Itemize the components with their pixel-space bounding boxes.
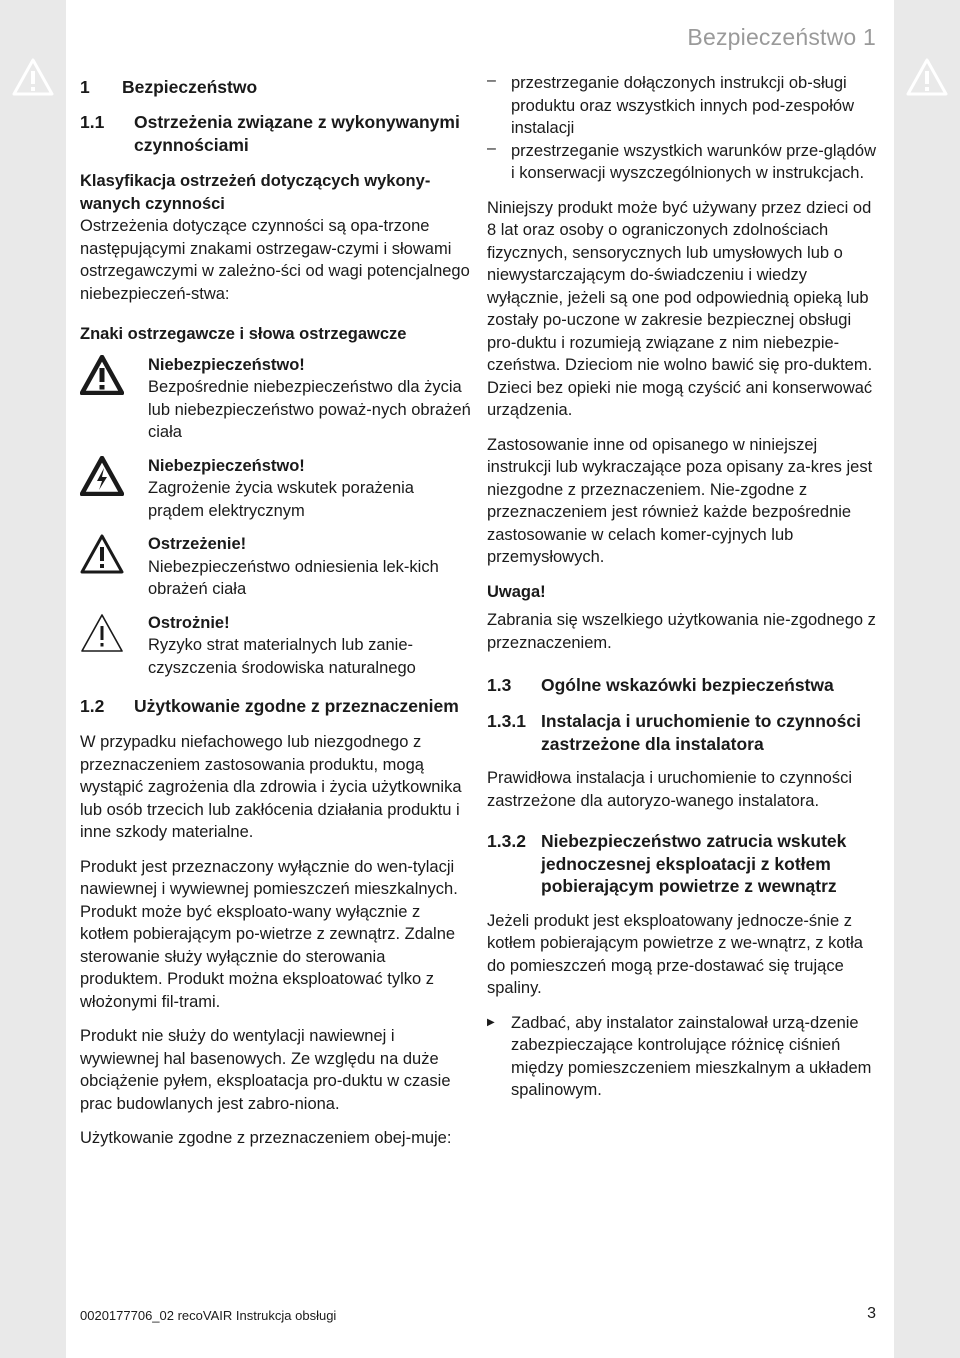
classification-body: Ostrzeżenia dotyczące czynności są opa-trzone następującymi znakami ostrzegaw-czymi i słowami ostrzegawczymi w zależno-ści od wagi potencjalnego niebezpieczeń-stwa: xyxy=(80,217,470,303)
section-number: 1.2 xyxy=(80,696,105,716)
section-number: 1 xyxy=(80,77,90,97)
warning-warning xyxy=(80,533,472,601)
dash-marker: – xyxy=(487,139,496,157)
paragraph: Zastosowanie inne od opisanego w niniejszej instrukcji lub wykraczające poza opisany za-kres jest niezgodne z przeznaczeniem. Nie-zgodne z przeznaczeniem jest również każde bezpośrednie zastosowanie w celach komer-cyjnych lub przemysłowych. xyxy=(487,435,873,566)
classification-heading: Klasyfikacja ostrzeżeń dotyczących wykony-wanych czynności xyxy=(80,172,431,213)
warning-description: Ryzyko strat materialnych lub zanie-czyszczenia środowiska naturalnego xyxy=(148,636,416,677)
section-number: 1.3.1 xyxy=(487,711,526,731)
warning-triangle-icon xyxy=(12,58,54,96)
paragraph: Jeżeli produkt jest eksploatowany jednocze-śnie z kotłem pobierającym powietrze z we-wnątrz, z kotła do pomieszczeń mogą prze-dostawać się trujące spaliny. xyxy=(487,911,863,997)
paragraph: Użytkowanie zgodne z przeznaczeniem obej-muje: xyxy=(80,1129,452,1147)
footer-page-number: 3 xyxy=(867,1305,876,1322)
warning-triangle-icon xyxy=(906,58,948,96)
running-header: Bezpieczeństwo 1 xyxy=(687,24,876,50)
section-title: Bezpieczeństwo xyxy=(122,77,258,97)
section-title: Instalacja i uruchomienie to czynności zastrzeżone dla instalatora xyxy=(541,711,861,754)
section-1-heading xyxy=(80,76,472,99)
paragraph: Produkt jest przeznaczony wyłącznie do wen-tylacji nawiewnej i wywiewnej pomieszczeń mieszkalnych. Produkt może być eksploato-wany wyłącznie z kotłem pobierającym po-wietrze z zewnątrz. Zdalne sterowanie służy wyłącznie do sterowania produktem. Produkt można eksploatować tylko z włożonymi fil-trami. xyxy=(80,857,458,1011)
warning-description: Bezpośrednie niebezpieczeństwo dla życia lub niebezpieczeństwo poważ-nych obrażeń ciała xyxy=(148,378,471,441)
section-title: Użytkowanie zgodne z przeznaczeniem xyxy=(134,696,459,716)
section-number: 1.3.2 xyxy=(487,831,526,851)
section-1-1-heading xyxy=(80,111,472,157)
warning-title: Niebezpieczeństwo! xyxy=(148,456,305,475)
action-item xyxy=(487,1012,882,1102)
section-title: Ogólne wskazówki bezpieczeństwa xyxy=(541,675,834,695)
warning-electric xyxy=(80,455,472,523)
list-item-text: przestrzeganie wszystkich warunków prze-glądów i konserwacji wyszczególnionych w instrukcjach. xyxy=(511,141,876,182)
paragraph: Niniejszy produkt może być używany przez dzieci od 8 lat oraz osoby o ograniczonych zdolnościach fizycznych, sensorycznych lub umysłowych lub o niewystarczającym do-świadczeniu i wiedzy wyłącznie, jeżeli są one pod odpowiednią opieką lub zostały po-uczone w zakresie bezpiecznej obsługi pro-duktu i rozumieją związane z nim niebezpie-czeństwa. Dzieciom nie wolno bawić się pro-duktem. Dzieci bez opieki nie mogą czyścić ani konserwować urządzenia. xyxy=(487,198,873,419)
section-number: 1.3 xyxy=(487,675,512,695)
action-text: Zadbać, aby instalator zainstalował urzą-dzenie zabezpieczające kontrolujące różnicę ciśnień między pomieszczeniem mieszkalnym a układem spalinowym. xyxy=(511,1013,872,1099)
warning-triangle-icon xyxy=(80,534,124,574)
caution-triangle-icon xyxy=(80,613,124,653)
list-item xyxy=(487,140,882,185)
paragraph: Produkt nie służy do wentylacji nawiewnej i wywiewnej hal basenowych. Ze względu na duże obciążenie pyłem, eksploatacja pro-duktu w czasie prac budowlanych jest zabro-niona. xyxy=(80,1027,451,1113)
notice-title: Uwaga! xyxy=(487,582,546,601)
section-title: Ostrzeżenia związane z wykonywanymi czynnościami xyxy=(134,112,460,155)
notice-body: Zabrania się wszelkiego użytkowania nie-zgodnego z przeznaczeniem. xyxy=(487,611,876,652)
list-item xyxy=(487,72,882,140)
list-item-text: przestrzeganie dołączonych instrukcji ob-sługi produktu oraz wszystkich innych pod-zespołów instalacji xyxy=(511,74,854,137)
section-title: Niebezpieczeństwo zatrucia wskutek jednoczesnej eksploatacji z kotłem pobierającym powietrze z wewnątrz xyxy=(541,831,847,896)
side-strip-right xyxy=(894,0,960,1358)
warning-title: Ostrożnie! xyxy=(148,613,230,632)
section-1-2-heading xyxy=(80,695,472,718)
dash-marker: – xyxy=(487,72,496,89)
warning-description: Zagrożenie życia wskutek porażenia prądem elektrycznym xyxy=(148,479,414,520)
section-1-3-2-heading xyxy=(487,830,882,898)
warning-title: Niebezpieczeństwo! xyxy=(148,355,305,374)
right-column xyxy=(487,72,882,1102)
warning-danger xyxy=(80,354,472,444)
paragraph: Prawidłowa instalacja i uruchomienie to czynności zastrzeżone dla autoryzo-wanego instalatora. xyxy=(487,769,853,810)
side-strip-left xyxy=(0,0,66,1358)
warning-title: Ostrzeżenie! xyxy=(148,535,247,553)
section-1-3-1-heading xyxy=(487,710,882,755)
electric-shock-triangle-icon xyxy=(80,456,124,496)
footer-doc-id: 0020177706_02 recoVAIR Instrukcja obsługi xyxy=(80,1308,337,1323)
paragraph: W przypadku niefachowego lub niezgodnego z przeznaczeniem zastosowania produktu, mogą wystąpić zagrożenia dla zdrowia i życia użytkownika lub osób trzecich lub zakłócenia działania produktu i inne szkody materialne. xyxy=(80,733,462,841)
danger-triangle-icon xyxy=(80,355,124,395)
signs-heading: Znaki ostrzegawcze i słowa ostrzegawcze xyxy=(80,325,407,343)
triangle-bullet-icon: ▶ xyxy=(487,1016,495,1028)
section-number: 1.1 xyxy=(80,112,105,132)
warning-caution xyxy=(80,612,472,680)
warning-description: Niebezpieczeństwo odniesienia lek-kich obrażeń ciała xyxy=(148,557,439,598)
left-column xyxy=(80,72,472,1150)
section-1-3-heading xyxy=(487,674,882,697)
